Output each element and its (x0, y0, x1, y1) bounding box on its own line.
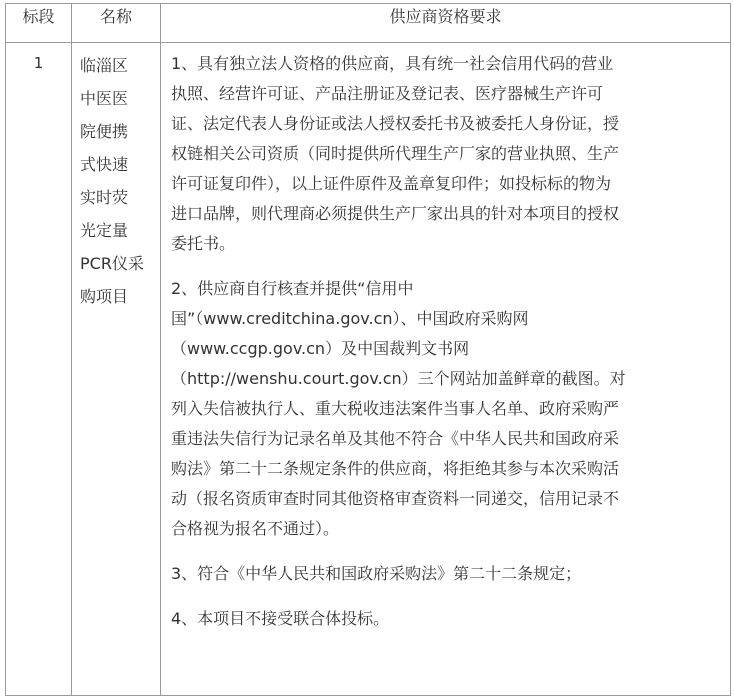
requirement-line: 2、供应商自行核查并提供“信用中 (171, 279, 414, 298)
table-header-row (6, 4, 731, 43)
requirement-line: （www.ccgp.gov.cn）及中国裁判文书网 (171, 339, 470, 358)
requirement-line: 国”（www.creditchina.gov.cn）、中国政府采购网 (171, 309, 529, 328)
project-name-line: 光定量 (80, 221, 129, 240)
requirement-3 (171, 559, 724, 589)
requirement-line: 证、法定代表人身份证或法人授权委托书及被委托人身份证，授 (171, 114, 620, 133)
requirement-line: 列入失信被执行人、重大税收违法案件当事人名单、政府采购严 (171, 399, 620, 418)
requirement-4 (171, 604, 724, 634)
requirement-line: 3、符合《中华人民共和国政府采购法》第二十二条规定； (171, 564, 582, 583)
qualification-table (5, 3, 731, 696)
project-name (72, 43, 161, 696)
requirement-line: （http://wenshu.court.gov.cn）三个网站加盖鲜章的截图。对 (171, 369, 626, 388)
project-name-line: 实时荧 (80, 188, 129, 207)
requirement-line: 许可证复印件），以上证件原件及盖章复印件；如投标标的物为 (171, 174, 612, 193)
requirement-line: 1、具有独立法人资格的供应商，具有统一社会信用代码的营业 (171, 54, 614, 73)
header-name: 名称 (72, 4, 161, 43)
requirement-line: 重违法失信行为记录名单及其他不符合《中华人民共和国政府采 (171, 429, 620, 448)
requirement-line: 4、本项目不接受联合体投标。 (171, 609, 390, 628)
requirement-1 (171, 49, 724, 259)
header-lot: 标段 (6, 4, 72, 43)
project-name-line: 购项目 (80, 287, 129, 306)
requirement-line: 动（报名资质审查时同其他资格审查资料一同递交，信用记录不 (171, 489, 620, 508)
project-name-line: 院便携 (80, 122, 129, 141)
requirement-line: 合格视为报名不通过）。 (171, 519, 340, 538)
project-name-line: PCR仪采 (80, 254, 144, 273)
requirement-line: 委托书。 (171, 234, 236, 253)
requirement-line: 进口品牌，则代理商必须提供生产厂家出具的针对本项目的授权 (171, 204, 620, 223)
project-name-line: 临淄区 (80, 56, 129, 75)
requirements-cell (161, 43, 731, 696)
lot-number: 1 (6, 43, 72, 696)
header-requirements: 供应商资格要求 (161, 4, 731, 43)
requirement-line: 购法》第二十二条规定条件的供应商，将拒绝其参与本次采购活 (171, 459, 620, 478)
project-name-line: 式快速 (80, 155, 129, 174)
table-row (6, 43, 731, 696)
requirement-2 (171, 274, 724, 544)
requirement-line: 执照、经营许可证、产品注册证及登记表、医疗器械生产许可 (171, 84, 604, 103)
project-name-line: 中医医 (80, 89, 129, 108)
requirement-line: 权链相关公司资质（同时提供所代理生产厂家的营业执照、生产 (171, 144, 620, 163)
